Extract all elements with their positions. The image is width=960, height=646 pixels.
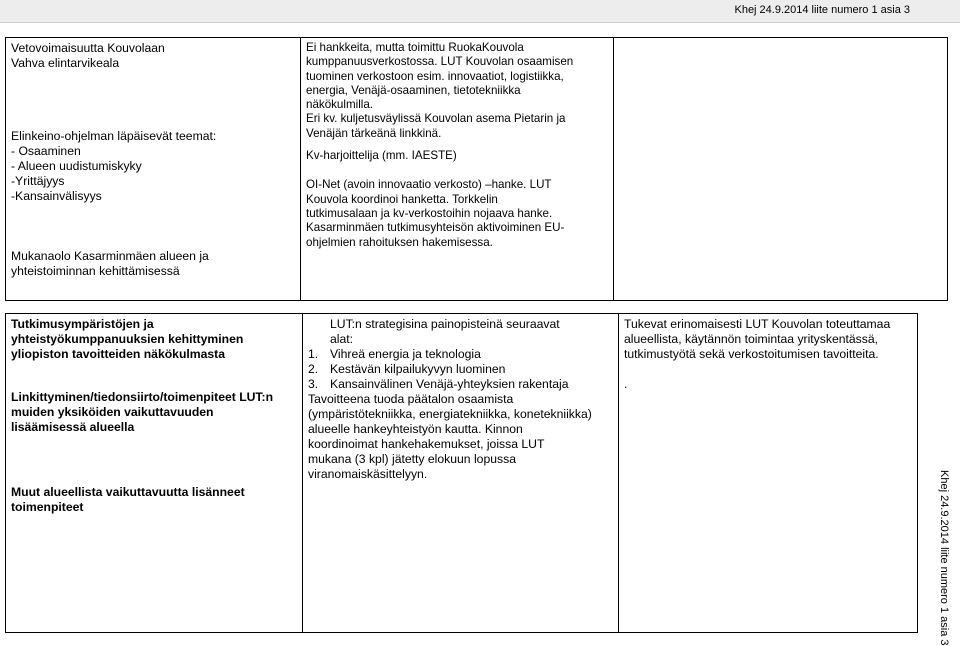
- text-line: Kasarminmäen tutkimusyhteisön aktivoiminen EU-: [306, 221, 565, 235]
- text-line: alueellista, käytännön toimintaa yrityskentässä,: [624, 332, 879, 346]
- text-line: OI-Net (avoin innovaatio verkosto) –hanke. LUT: [306, 178, 552, 192]
- text-line: energia, Venäjä-osaaminen, tietotekniikka: [306, 83, 521, 97]
- text-line: Kv-harjoittelija (mm. IAESTE): [306, 149, 457, 163]
- list-number: 1.: [308, 347, 319, 361]
- text-line: -Kansainvälisyys: [11, 189, 102, 203]
- list-number: 3.: [308, 377, 319, 391]
- text-line: muiden yksiköiden vaikuttavuuden: [11, 405, 214, 419]
- list-number: 2.: [308, 362, 319, 376]
- text-line: tuominen verkostoon esim. innovaatiot, logistiikka,: [306, 69, 564, 83]
- text-line: - Osaaminen: [11, 144, 81, 158]
- text-line: tutkimusalaan ja kv-verkostoihin nojaava hanke.: [306, 206, 553, 220]
- text-line: kumppanuusverkostossa. LUT Kouvolan osaamisen: [306, 55, 574, 69]
- top-left-cell: [6, 38, 301, 301]
- text-line: Tavoitteena tuoda päätalon osaamista: [308, 392, 514, 406]
- text-line: lisäämisessä alueella: [11, 420, 135, 434]
- text-line: Mukanaolo Kasarminmäen alueen ja: [11, 249, 209, 263]
- text-line: Venäjän tärkeänä linkkinä.: [306, 126, 442, 140]
- top-middle-cell: [301, 38, 614, 301]
- list-text: Kestävän kilpailukyvyn luominen: [330, 362, 506, 376]
- text-line: Kouvola koordinoi hanketta. Torkkelin: [306, 192, 498, 206]
- text-line: tutkimustyötä sekä verkostoitumisen tavoitteita.: [624, 347, 879, 361]
- list-text: Kansainvälinen Venäjä-yhteyksien rakentaja: [330, 377, 569, 391]
- text-line: viranomaiskäsittelyyn.: [308, 467, 428, 481]
- dot-text: .: [624, 377, 628, 391]
- header-reference-text: Khej 24.9.2014 liite numero 1 asia 3: [734, 4, 910, 16]
- text-line: Linkittyminen/tiedonsiirto/toimenpiteet LUT:n: [11, 390, 274, 404]
- text-line: -Yrittäjyys: [11, 174, 65, 188]
- text-line: yhteistyökumppanuuksien kehittyminen: [11, 332, 244, 346]
- text-line: näkökulmilla.: [306, 98, 374, 112]
- strategy-list: [308, 347, 613, 392]
- bottom-middle-cell: [303, 314, 619, 633]
- list-item: [308, 347, 613, 362]
- text-line: alueelle hankeyhteistyön kautta. Kinnon: [308, 422, 523, 436]
- text-line: Eri kv. kuljetusväylissä Kouvolan asema Pietarin ja: [306, 112, 566, 126]
- text-line: Ei hankkeita, mutta toimittu RuokaKouvola: [306, 41, 524, 54]
- text-line: alat:: [330, 332, 354, 346]
- text-line: toimenpiteet: [11, 500, 84, 514]
- bottom-right-cell: [619, 314, 918, 633]
- bottom-table: [5, 313, 918, 633]
- text-line: yhteistoiminnan kehittämisessä: [11, 264, 180, 278]
- page-header-bar: [0, 0, 960, 23]
- text-line: Tutkimusympäristöjen ja: [11, 317, 154, 331]
- top-table: [5, 37, 948, 301]
- list-item: [308, 362, 613, 377]
- top-right-cell: [614, 38, 948, 301]
- list-text: Vihreä energia ja teknologia: [330, 347, 481, 361]
- side-reference-text: Khej 24.9.2014 liite numero 1 asia 3: [938, 470, 950, 646]
- text-line: koordinoimat hankehakemukset, joissa LUT: [308, 437, 545, 451]
- text-line: Elinkeino-ohjelman läpäisevät teemat:: [11, 129, 217, 143]
- text-line: Muut alueellista vaikuttavuutta lisänneet: [11, 485, 245, 499]
- bottom-left-cell: [6, 314, 303, 633]
- text-line: Vetovoimaisuutta Kouvolaan: [11, 41, 165, 55]
- text-line: yliopiston tavoitteiden näkökulmasta: [11, 347, 226, 361]
- text-line: ohjelmien rahoituksen hakemisessa.: [306, 235, 493, 249]
- text-line: Tukevat erinomaisesti LUT Kouvolan toteuttamaa: [624, 317, 891, 331]
- list-item: [308, 377, 613, 392]
- text-line: mukana (3 kpl) jätetty elokuun lopussa: [308, 452, 516, 466]
- text-line: LUT:n strategisina painopisteinä seuraavat: [330, 317, 560, 331]
- text-line: - Alueen uudistumiskyky: [11, 159, 142, 173]
- text-line: Vahva elintarvikeala: [11, 56, 120, 70]
- text-line: (ympäristötekniikka, energiatekniikka, konetekniikka): [308, 407, 592, 421]
